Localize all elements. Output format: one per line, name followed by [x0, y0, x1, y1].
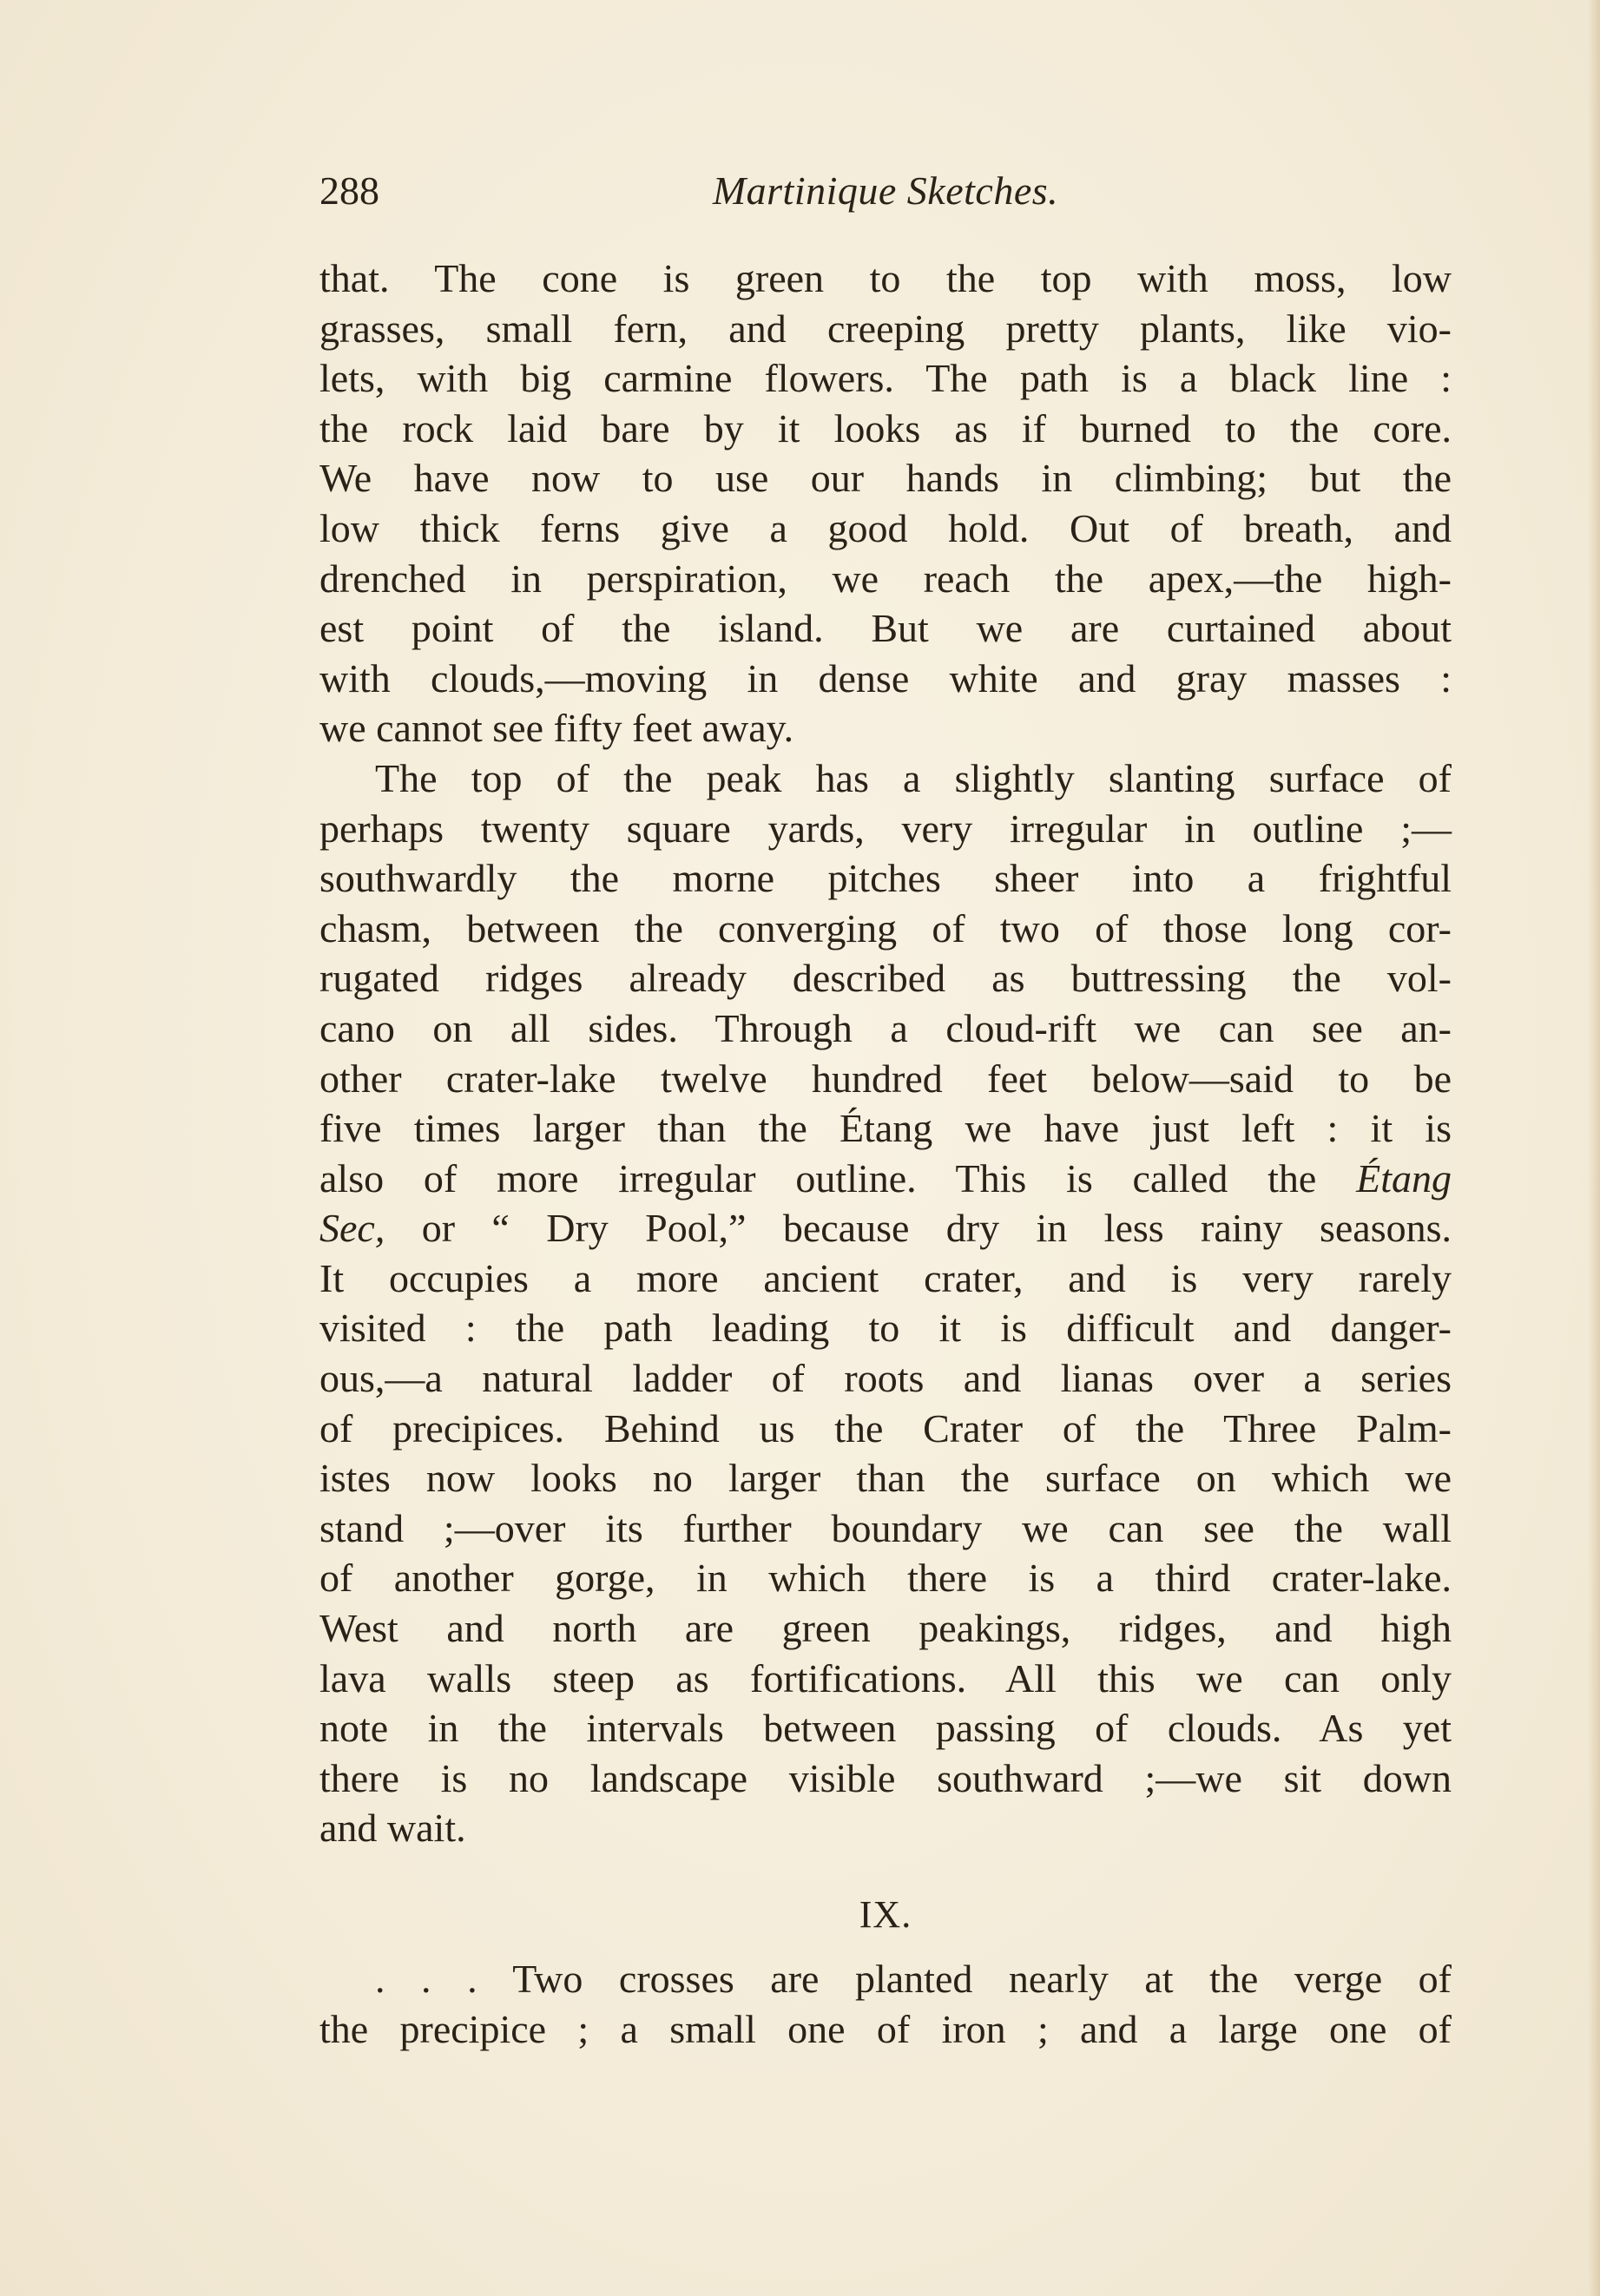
page-number: 288	[319, 168, 379, 213]
text-line: note in the intervals between passing of clouds. As yet	[319, 1706, 1452, 1751]
text-line: of precipices. Behind us the Crater of the Three Palm-	[319, 1405, 1452, 1451]
text-line: lava walls steep as fortifications. All this we can only	[319, 1655, 1452, 1701]
running-header	[319, 165, 1452, 217]
paragraph-2	[319, 753, 1452, 1853]
running-title: Martinique Sketches.	[712, 168, 1059, 213]
italic-term: Sec,	[319, 1206, 385, 1251]
text-line: other crater-lake twelve hundred feet below—said to be	[319, 1056, 1452, 1101]
text-line-sec	[319, 1203, 1452, 1253]
text-line: we cannot see fifty feet away.	[319, 706, 794, 751]
text-line: ous,—a natural ladder of roots and lianas over a series	[319, 1356, 1452, 1401]
text-line: that. The cone is green to the top with moss, low	[319, 256, 1452, 300]
text-line: grasses, small fern, and creeping pretty plants, like vio-	[319, 306, 1452, 351]
text-line: southwardly the morne pitches sheer into a frightful	[319, 856, 1452, 901]
text-line: rugated ridges already described as buttressing the vol-	[319, 956, 1452, 1001]
text-line: perhaps twenty square yards, very irregular in outline ;—	[319, 806, 1452, 851]
text-line: the precipice ; a small one of iron ; and a large one of	[319, 2006, 1452, 2051]
text-line: lets, with big carmine flowers. The path is a black line :	[319, 356, 1452, 401]
text-line: stand ;—over its further boundary we can see the wall	[319, 1505, 1452, 1550]
paragraph-1	[319, 253, 1452, 753]
text-line: and wait.	[319, 1806, 466, 1851]
text-line: drenched in perspiration, we reach the apex,—the high-	[319, 556, 1452, 601]
text-line: We have now to use our hands in climbing; but the	[319, 456, 1452, 501]
text-line: . . . Two crosses are planted nearly at the verge of	[375, 1957, 1452, 2001]
text-line: of another gorge, in which there is a third crater-lake.	[319, 1556, 1452, 1601]
text-line: there is no landscape visible southward ;—we sit down	[319, 1755, 1452, 1800]
paragraph-3	[319, 1954, 1452, 2054]
text-line: istes now looks no larger than the surface on which we	[319, 1456, 1452, 1501]
text-line: the rock laid bare by it looks as if burned to the core.	[319, 405, 1452, 451]
section-heading: IX.	[859, 1893, 912, 1936]
text-line: It occupies a more ancient crater, and is very rarely	[319, 1255, 1452, 1300]
text-line: low thick ferns give a good hold. Out of breath, and	[319, 505, 1452, 550]
page-edge-shadow	[1588, 0, 1600, 2296]
body-text	[319, 253, 1452, 2054]
text-line: The top of the peak has a slightly slanting surface of	[375, 755, 1452, 800]
text-line: est point of the island. But we are curtained about	[319, 606, 1452, 651]
text-line: cano on all sides. Through a cloud-rift we can see an-	[319, 1005, 1452, 1050]
section-gap	[319, 1853, 1452, 1885]
text-line: visited : the path leading to it is difficult and danger-	[319, 1306, 1452, 1351]
italic-term: Étang	[1356, 1155, 1452, 1201]
section-gap	[319, 1945, 1452, 1954]
text-line: with clouds,—moving in dense white and gray masses :	[319, 655, 1452, 701]
text-line-etang	[319, 1154, 1452, 1204]
text-run: also of more irregular outline. This is called the	[319, 1155, 1357, 1201]
text-line: West and north are green peakings, ridges, and high	[319, 1606, 1452, 1651]
text-line: chasm, between the converging of two of those long cor-	[319, 905, 1452, 951]
text-line: five times larger than the Étang we have just left : it is	[319, 1106, 1452, 1151]
text-run: or “ Dry Pool,” because dry in less rainy seasons.	[385, 1206, 1452, 1251]
